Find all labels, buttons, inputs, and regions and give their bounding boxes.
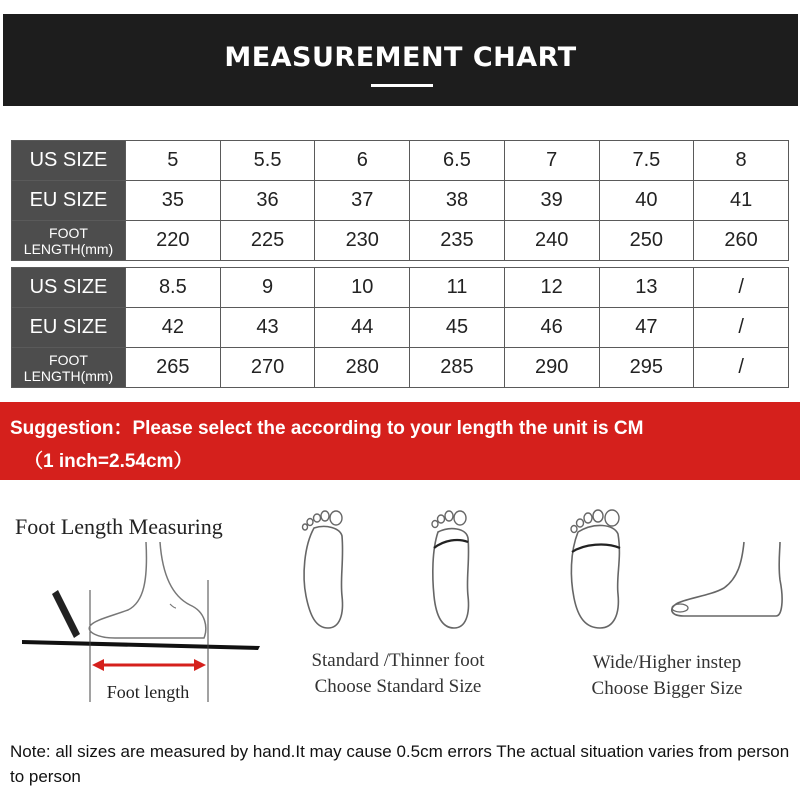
standard-footprint-icon [296,506,356,632]
table-cell: 230 [315,221,410,261]
table-cell: 7.5 [599,141,694,181]
table-cell: 260 [694,221,789,261]
table-cell: 35 [126,181,221,221]
table-cell: 43 [220,308,315,348]
table-cell: 270 [220,348,315,388]
size-table-2 [11,267,789,388]
table-row-foot-length [12,221,789,261]
table-cell: 42 [126,308,221,348]
table-row-eu-size [12,308,789,348]
table-cell: 41 [694,181,789,221]
row-header-eu-size: EU SIZE [12,181,126,221]
table-cell: 5 [126,141,221,181]
row-header-line: FOOT [49,351,88,368]
caption-line: Standard /Thinner foot [311,650,485,671]
table-cell: 11 [410,268,505,308]
standard-foot-caption [290,650,506,698]
size-table-1 [11,140,789,261]
table-row-us-size [12,141,789,181]
suggestion-text: Suggestion：Please select the according to your length the unit is CM [10,418,644,439]
table-cell: 13 [599,268,694,308]
row-header-eu-size: EU SIZE [12,308,126,348]
ankle-mark [170,604,176,608]
table-cell: 220 [126,221,221,261]
caption-line: Choose Standard Size [314,676,482,697]
row-header-foot-length [12,221,126,261]
table-cell: 40 [599,181,694,221]
table-cell: 39 [504,181,599,221]
high-instep-foot-icon [664,540,790,620]
table-cell: 45 [410,308,505,348]
table-row-foot-length [12,348,789,388]
foot-side-outline [89,542,206,638]
wide-foot-caption [570,652,764,700]
table-cell: / [694,348,789,388]
thin-footprint-icon [424,506,484,632]
page-title: MEASUREMENT CHART [224,42,577,73]
ground-plate [22,640,260,650]
caption-line: Choose Bigger Size [591,678,743,699]
table-cell: / [694,308,789,348]
row-header-foot-length [12,348,126,388]
measuring-title: Foot Length Measuring [15,514,223,539]
arrow-head-left [92,659,104,671]
table-cell: 44 [315,308,410,348]
table-cell: 12 [504,268,599,308]
table-cell: 8.5 [126,268,221,308]
table-cell: 47 [599,308,694,348]
table-cell: 235 [410,221,505,261]
row-header-us-size: US SIZE [12,141,126,181]
suggestion-banner [0,402,800,480]
wide-footprint-icon [566,506,636,632]
foot-measuring-illustration [20,540,270,710]
row-header-line: FOOT [49,224,88,241]
arrow-head-right [194,659,206,671]
table-cell: 46 [504,308,599,348]
table-cell: 36 [220,181,315,221]
table-row-us-size [12,268,789,308]
suggestion-conversion: （1 inch=2.54cm） [24,451,193,472]
table-cell: 265 [126,348,221,388]
table-cell: 280 [315,348,410,388]
table-cell: 240 [504,221,599,261]
table-row-eu-size [12,181,789,221]
table-cell: / [694,268,789,308]
row-header-us-size: US SIZE [12,268,126,308]
row-header-line: LENGTH(mm) [23,240,114,257]
table-cell: 9 [220,268,315,308]
measurement-note: Note: all sizes are measured by hand.It may cause 0.5cm errors The actual situation varies from person to person [10,742,790,786]
table-cell: 6 [315,141,410,181]
table-cell: 295 [599,348,694,388]
table-cell: 7 [504,141,599,181]
table-cell: 5.5 [220,141,315,181]
header-banner [3,14,798,106]
table-cell: 10 [315,268,410,308]
table-cell: 290 [504,348,599,388]
table-cell: 225 [220,221,315,261]
table-cell: 37 [315,181,410,221]
foot-length-label: Foot length [106,682,190,702]
table-cell: 6.5 [410,141,505,181]
table-cell: 8 [694,141,789,181]
table-cell: 285 [410,348,505,388]
ruler-tool [52,590,80,638]
table-cell: 250 [599,221,694,261]
caption-line: Wide/Higher instep [592,652,742,673]
row-header-line: LENGTH(mm) [23,367,114,384]
title-underline [371,84,433,87]
table-cell: 38 [410,181,505,221]
